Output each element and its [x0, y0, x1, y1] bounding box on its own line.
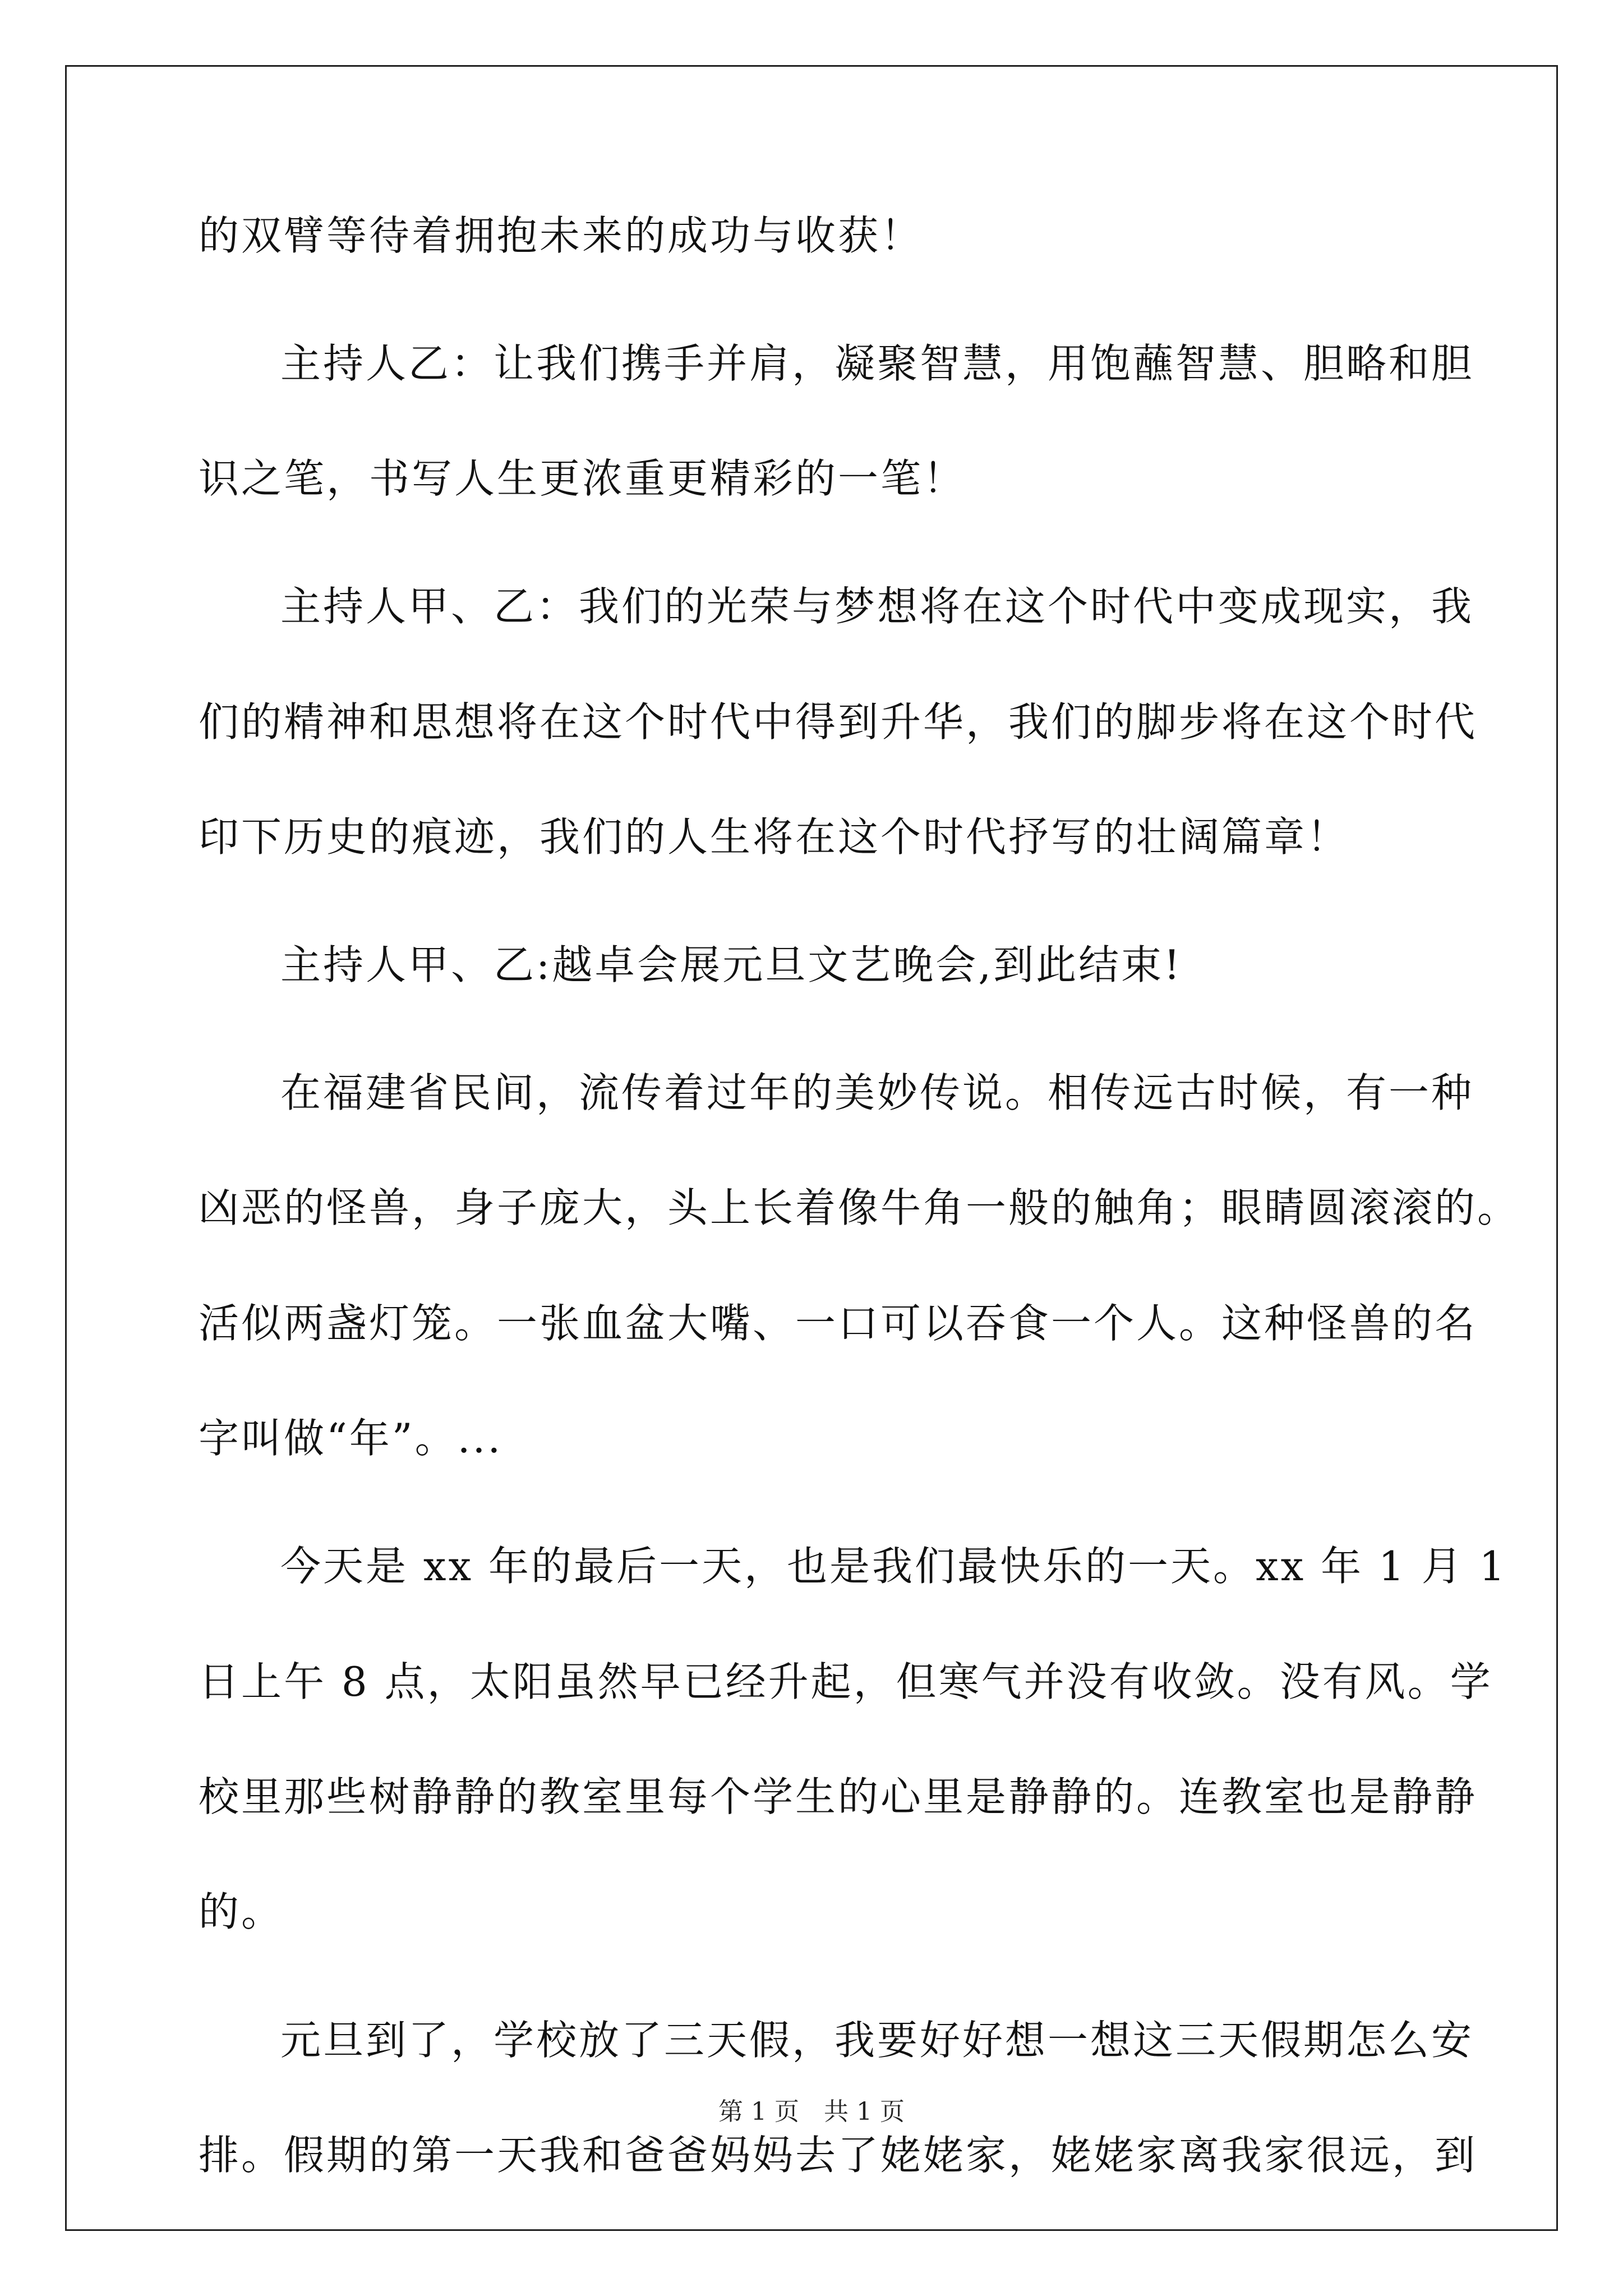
text-line: 印下历史的痕迹，我们的人生将在这个时代抒写的壮阔篇章！: [199, 813, 1350, 861]
text-line: 的。: [199, 1888, 284, 1935]
text-line: 凶恶的怪兽，身子庞大，头上长着像牛角一般的触角；眼睛圆滚滚的。: [199, 1184, 1520, 1231]
text-line: 识之笔，书写人生更浓重更精彩的一笔！: [199, 455, 966, 502]
text-line: 活似两盏灯笼。一张血盆大嘴、一口可以吞食一个人。这种怪兽的名: [199, 1300, 1478, 1347]
text-line: 日上午 8 点，太阳虽然早已经升起，但寒气并没有收敛。没有风。学: [199, 1658, 1493, 1705]
text-line: 今天是 xx 年的最后一天，也是我们最快乐的一天。xx 年 1 月 1: [280, 1543, 1507, 1590]
text-line: 校里那些树静静的教室里每个学生的心里是静静的。连教室也是静静: [199, 1773, 1478, 1820]
text-line: 元旦到了，学校放了三天假，我要好好想一想这三天假期怎么安: [280, 2017, 1474, 2064]
text-line: 主持人甲、乙:越卓会展元旦文艺晚会,到此结束!: [280, 941, 1183, 988]
text-line: 在福建省民间，流传着过年的美妙传说。相传远古时候，有一种: [280, 1069, 1474, 1116]
text-line: 排。假期的第一天我和爸爸妈妈去了姥姥家，姥姥家离我家很远，到: [199, 2132, 1478, 2179]
text-line: 的双臂等待着拥抱未来的成功与收获！: [199, 212, 924, 259]
page-footer: 第 1 页 共 1 页: [718, 2097, 905, 2126]
text-line: 们的精神和思想将在这个时代中得到升华，我们的脚步将在这个时代: [199, 698, 1478, 746]
text-line: 主持人甲、乙：我们的光荣与梦想将在这个时代中变成现实，我: [280, 583, 1474, 630]
text-line: 字叫做“年”。...: [199, 1415, 503, 1462]
text-line: 主持人乙：让我们携手并肩，凝聚智慧，用饱蘸智慧、胆略和胆: [280, 340, 1474, 387]
